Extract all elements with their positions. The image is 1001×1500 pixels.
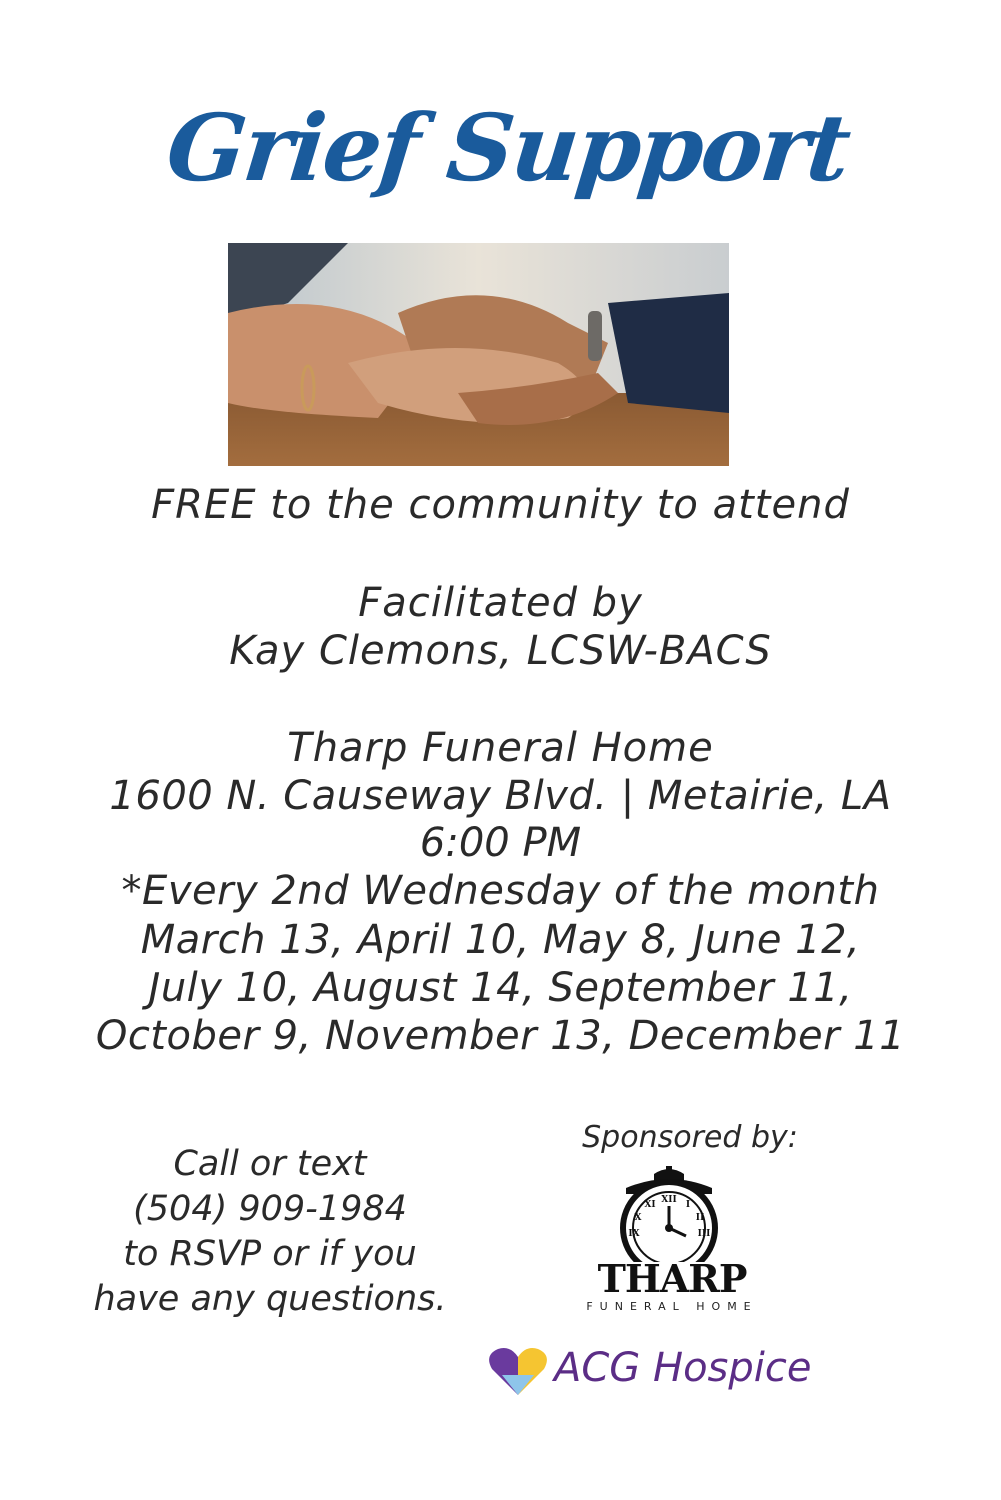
dates-line-1: March 13, April 10, May 8, June 12, <box>140 917 861 963</box>
tharp-subtitle: FUNERAL HOME <box>586 1300 758 1313</box>
venue-name: Tharp Funeral Home <box>287 725 714 771</box>
svg-text:XI: XI <box>644 1200 656 1210</box>
rsvp-line-3: to RSVP or if you <box>123 1234 417 1274</box>
acg-heart-icon <box>488 1345 548 1397</box>
facilitator-name: Kay Clemons, LCSW-BACS <box>229 628 772 674</box>
tharp-wordmark: THARP <box>597 1256 747 1301</box>
rsvp-line-4: have any questions. <box>93 1279 447 1319</box>
flyer-title: Grief Support <box>161 94 854 202</box>
acg-hospice-wordmark: ACG Hospice <box>554 1345 812 1391</box>
svg-text:III: III <box>697 1229 711 1239</box>
svg-text:II: II <box>695 1213 705 1223</box>
holding-hands-photo <box>228 243 729 466</box>
dates-line-2: July 10, August 14, September 11, <box>148 965 853 1011</box>
facilitated-by-label: Facilitated by <box>358 580 643 626</box>
dates-line-3: October 9, November 13, December 11 <box>95 1013 906 1059</box>
rsvp-line-1: Call or text <box>173 1144 367 1184</box>
free-attendance-text: FREE to the community to attend <box>151 482 850 528</box>
venue-address: 1600 N. Causeway Blvd. | Metairie, LA <box>109 773 892 819</box>
svg-text:XII: XII <box>661 1195 677 1205</box>
svg-text:X: X <box>634 1213 642 1223</box>
svg-text:IX: IX <box>628 1229 640 1239</box>
recurrence-text: *Every 2nd Wednesday of the month <box>121 868 880 914</box>
svg-text:I: I <box>685 1200 691 1210</box>
meeting-time: 6:00 PM <box>419 820 582 866</box>
rsvp-phone: (504) 909-1984 <box>133 1189 407 1229</box>
sponsored-by-label: Sponsored by: <box>582 1120 798 1155</box>
